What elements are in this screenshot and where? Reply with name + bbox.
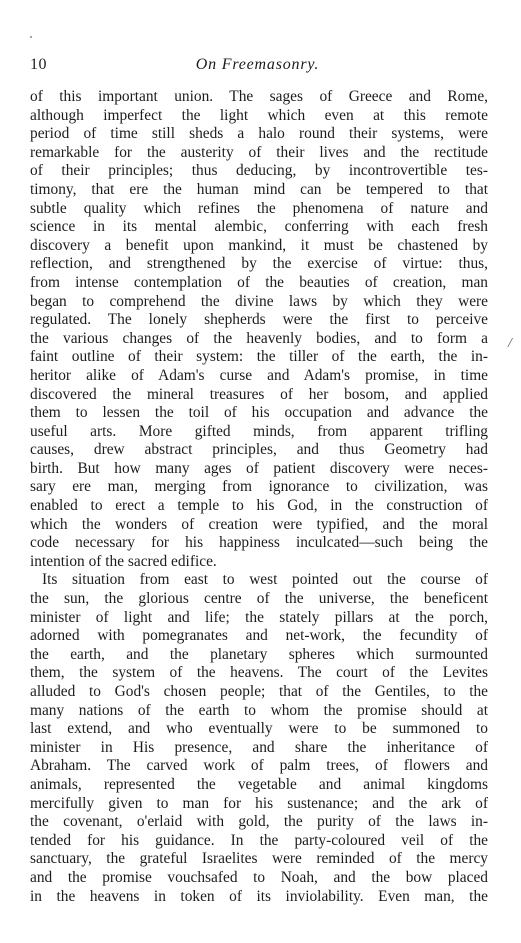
text-line: from intense contemplation of the beauties of creation, man bbox=[30, 273, 488, 291]
text-line: the sun, the glorious centre of the universe, the beneficent bbox=[30, 590, 488, 608]
text-line: reflection, and strengthened by the exercise of virtue: thus, bbox=[30, 255, 488, 273]
text-line: heritor alike of Adam's curse and Adam's promise, in time bbox=[30, 366, 488, 384]
text-line: adorned with pomegranates and net-work, the fecundity of bbox=[30, 627, 488, 645]
text-line: of this important union. The sages of Greece and Rome, bbox=[30, 88, 488, 105]
text-line: faint outline of their system: the tiller of the earth, the in- bbox=[30, 348, 488, 366]
text-line: enabled to erect a temple to his God, in the construction of bbox=[30, 497, 488, 515]
text-line: sanctuary, the grateful Israelites were reminded of the mercy bbox=[30, 850, 488, 868]
margin-pencil-mark: / bbox=[508, 336, 512, 351]
text-line: and the promise vouchsafed to Noah, and the bow placed bbox=[30, 868, 488, 886]
text-line: animals, represented the vegetable and animal kingdoms bbox=[30, 775, 488, 793]
text-line: them to lessen the toil of his occupation and advance the bbox=[30, 404, 488, 422]
text-line: minister of light and life; the stately pillars at the porch, bbox=[30, 608, 488, 626]
text-line: last extend, and who eventually were to be summoned to bbox=[30, 720, 488, 738]
text-line: minister in His presence, and share the inheritance of bbox=[30, 738, 488, 756]
text-line: subtle quality which refines the phenomena of nature and bbox=[30, 199, 488, 217]
page-number: 10 bbox=[30, 56, 47, 73]
text-line: science in its mental alembic, conferring with each fresh bbox=[30, 218, 488, 236]
text-line: Abraham. The carved work of palm trees, of flowers and bbox=[30, 757, 488, 775]
text-line: discovered the mineral treasures of her bosom, and applied bbox=[30, 385, 488, 403]
text-line: useful arts. More gifted minds, from apparent trifling bbox=[30, 422, 488, 440]
text-line: timony, that ere the human mind can be tempered to that bbox=[30, 180, 488, 198]
text-line: began to comprehend the divine laws by which they were bbox=[30, 292, 488, 310]
text-line: the earth, and the planetary spheres which surmounted bbox=[30, 645, 488, 663]
text-line: them, the system of the heavens. The court of the Levites bbox=[30, 664, 488, 682]
text-line: although imperfect the light which even at this remote bbox=[30, 106, 488, 124]
text-line: mercifully given to man for his sustenance; and the ark of bbox=[30, 794, 488, 812]
page-header bbox=[30, 56, 485, 78]
text-line: Its situation from east to west pointed out the course of bbox=[42, 571, 488, 589]
text-line: birth. But how many ages of patient discovery were neces- bbox=[30, 459, 488, 477]
running-title: On Freemasonry. bbox=[195, 56, 320, 73]
text-line: remarkable for the austerity of their lives and the rectitude bbox=[30, 143, 488, 161]
text-line: of their principles; thus deducing, by incontrovertible tes- bbox=[30, 162, 488, 180]
text-line: the various changes of the heavenly bodies, and to form a bbox=[30, 329, 488, 347]
print-speck bbox=[30, 36, 32, 38]
text-line: causes, drew abstract principles, and thus Geometry had bbox=[30, 441, 488, 459]
text-line: sary ere man, merging from ignorance to civilization, was bbox=[30, 478, 488, 496]
text-line: tended for his guidance. In the party-coloured veil of the bbox=[30, 831, 488, 849]
text-line: period of time still sheds a halo round their systems, were bbox=[30, 125, 488, 143]
text-line: regulated. The lonely shepherds were the first to perceive bbox=[30, 311, 488, 329]
text-line: in the heavens in token of its inviolability. Even man, the bbox=[30, 887, 488, 905]
text-line: alluded to God's chosen people; that of the Gentiles, to the bbox=[30, 683, 488, 700]
text-line: many nations of the earth to whom the promise should at bbox=[30, 701, 488, 719]
text-line: which the wonders of creation were typified, and the moral bbox=[30, 515, 488, 533]
text-line: code necessary for his happiness inculcated—such being the bbox=[30, 534, 488, 552]
text-line: discovery a benefit upon mankind, it must be chastened by bbox=[30, 236, 488, 254]
text-line: intention of the sacred edifice. bbox=[30, 552, 217, 570]
body-text bbox=[30, 88, 488, 906]
text-line: the covenant, o'erlaid with gold, the purity of the laws in- bbox=[30, 813, 488, 831]
